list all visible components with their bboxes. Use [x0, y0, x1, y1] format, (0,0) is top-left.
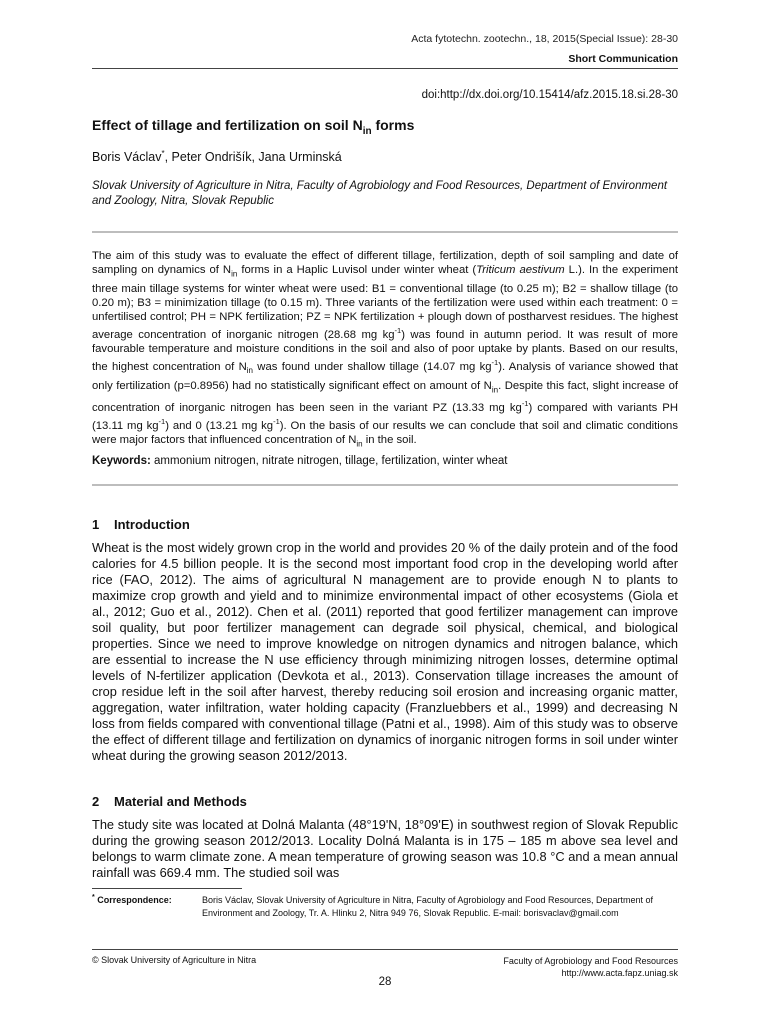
paper-title: Effect of tillage and fertilization on soil $N_{in}$ forms: [92, 117, 415, 137]
affiliation: Slovak University of Agriculture in Nitra, Faculty of Agrobiology and Food Resources, Department of Environment and Zoology, Nitra, Slovak Republic: [92, 180, 668, 207]
abstract-bottom-rule: [92, 484, 678, 486]
keywords: Keywords: ammonium nitrogen, nitrate nitrogen, tillage, fertilization, winter wheat: [92, 455, 508, 467]
footnote-text: Boris Václav, Slovak University of Agriculture in Nitra, Faculty of Agrobiology and Food Resources, Department of Environment and Zoology, Tr. A. Hlinku 2, Nitra 949 76, Slovak Republic. E-mail: borisvaclav@gmail.com: [202, 895, 654, 918]
doi-link[interactable]: doi:http://dx.doi.org/10.15414/afz.2015.18.si.28-30: [421, 89, 678, 101]
article-type: Short Communication: [568, 53, 678, 65]
copyright: © Slovak University of Agriculture in Nitra: [92, 955, 257, 965]
introduction-text: Wheat is the most widely grown crop in the world and provides 20 % of the daily protein and of the food calories for 4.5 billion people. It is the second most important food crop in the developing world after rice (FAO, 2012). The aims of agricultural N management are to provide enough N to plants to maximize crop growth and yield and to minimize environmental impact of other ecosystems (Giola et al., 2012; Guo et al., 2012). Chen et al. (2011) reported that good fertilizer management can improve soil quality, but poor fertilizer management can degrade soil physical, chemical, and biological properties. Since we need to improve knowledge on nitrogen dynamics and nitrogen balance, which are essential to increase the N use efficiency through minimizing nitrogen losses, determine optimal levels of N-fertilizer application (Devkota et al., 2013). Conservation tillage increases the amount of crop residue left in the soil after harvest, thereby reducing soil erosion and increasing organic matter, aggregation, water infiltration, water holding capacity (Franzluebbers et al., 1999) and decreasing N loss from fields compared with conventional tillage (Patni et al., 1998). Aim of this study was to observe the effect of different tillage and fertilization on dynamics of inorganic nitrogen forms in soil under winter wheat during the growing season 2012/2013.: [92, 540, 678, 763]
page-number: 28: [378, 976, 392, 988]
abstract: The aim of this study was to evaluate the effect of different tillage, fertilization, depth of soil sampling and date of sampling on dynamics of $N_{in}$ forms in a Haplic Luvisol under winter wheat (Triticum aestivum L.). In the experiment three main tillage systems for winter wheat were used: B1 = conventional tillage (to 0.25 m); B2 = shallow tillage (to 0.20 m); B3 = minimization tillage (to 0.15 m). Three variants of the fertilization were used within each treatment: 0 = unfertilised control; PH = NPK fertilization; PZ = NPK fertilization + plough down of postharvest residues. The highest average concentration of inorganic nitrogen (28.68 mg $kg^{-1}$) was found in autumn period. It was result of more favourable temperature and moisture conditions in the soil and also of poor uptake by plants. Based on our results, the highest concentration of $N_{in}$ was found under shallow tillage (14.07 mg $kg^{-1}$). Analysis of variance showed that only fertilization (p=0.8956) had no statistically significant effect on amount of $N_{in}$. Despite this fact, slight increase of concentration of inorganic nitrogen has been seen in the variant PZ (13.33 mg $kg^{-1}$) compared with variants PH (13.11 mg $kg^{-1}$) and 0 (13.21 mg $kg^{-1}$). On the basis of our results we can conclude that soil and climatic conditions were major factors that influenced concentration of $N_{in}$ in the soil.: [92, 250, 679, 449]
methods-text: The study site was located at Dolná Malanta (48°19'N, 18°09'E) in southwest region of Slovak Republic during the growing season 2012/2013. Locality Dolná Malanta is in 175 – 185 m above sea level and belongs to warm climate zone. A mean temperature of growing season was 10.8 °C and a mean annual rainfall was 669.4 mm. The studied soil was: [92, 817, 678, 880]
section-heading-methods: 2 Material and Methods: [92, 794, 247, 809]
header-rule: [92, 68, 678, 69]
author-list: Boris Václav*, Peter Ondrišík, Jana Urminská: [92, 149, 342, 165]
footer-rule: [92, 949, 678, 950]
section-heading-introduction: 1 Introduction: [92, 517, 190, 532]
abstract-top-rule: [92, 231, 678, 233]
footnote-rule: [92, 888, 242, 889]
faculty-name: Faculty of Agrobiology and Food Resources: [503, 956, 678, 966]
footnote-label: * Correspondence:: [92, 894, 172, 905]
journal-citation: Acta fytotechn. zootechn., 18, 2015(Special Issue): 28-30: [411, 33, 678, 45]
journal-url[interactable]: http://www.acta.fapz.uniag.sk: [561, 968, 678, 978]
